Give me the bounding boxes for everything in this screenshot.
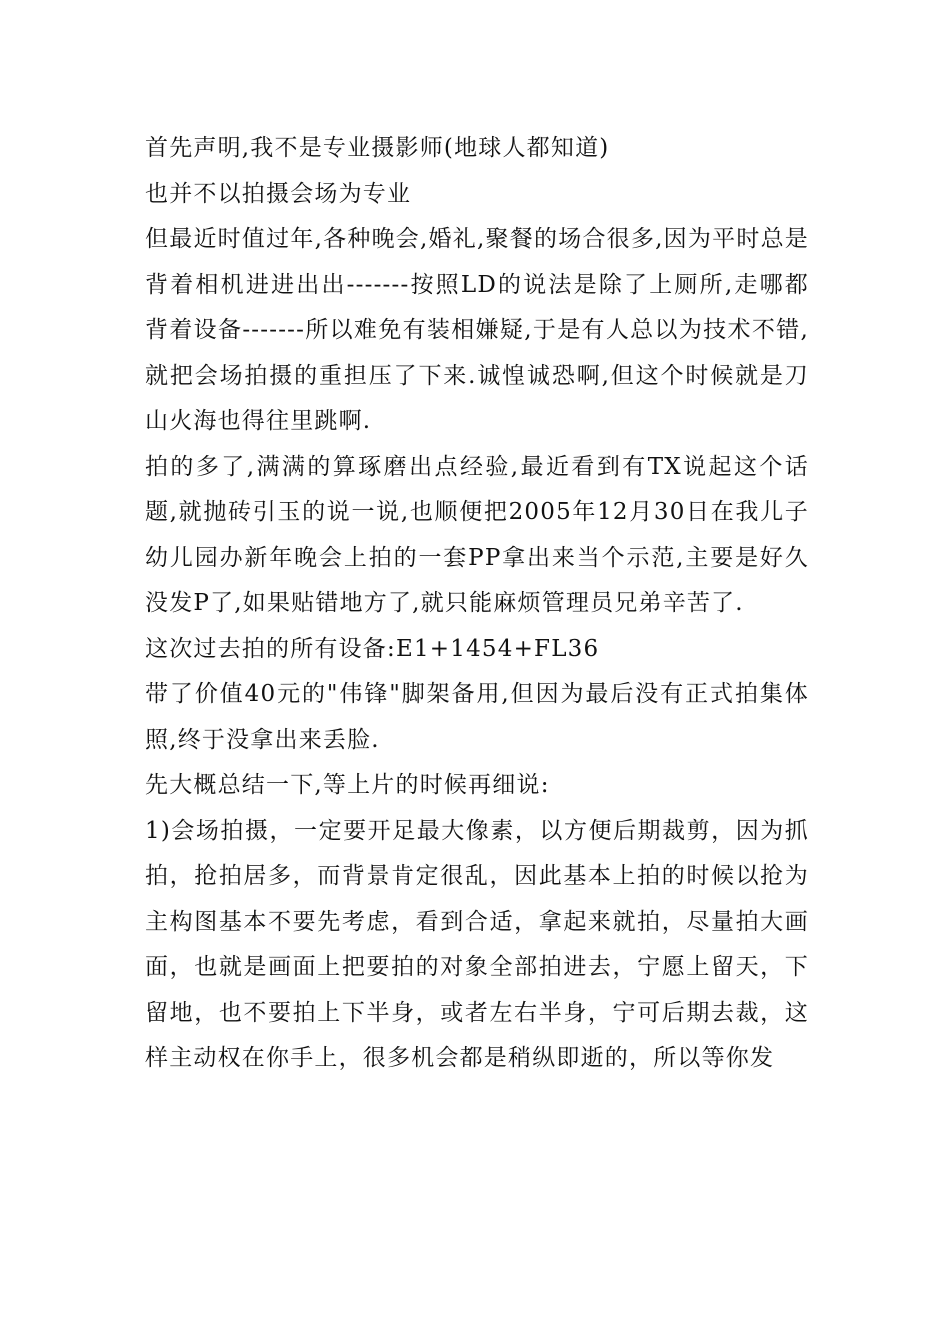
paragraph-not-specialist: 也并不以拍摄会场为专业	[145, 180, 412, 207]
paragraph-tip-1: 1)会场拍摄，一定要开足最大像素，以方便后期裁剪，因为抓拍，抢拍居多，而背景肯定很乱，因此基本上拍的时候以抢为主构图基本不要先考虑，看到合适，拿起来就拍，尽量拍大画面，也就是画面上把要拍的对象全部拍进去，宁愿上留天，下留地，也不要拍上下半身，或者左右半身，宁可后期去裁，这样主动权在你手上，很多机会都是稍纵即逝的，所以等你发	[145, 817, 809, 1071]
paragraph-experience: 拍的多了,满满的算琢磨出点经验,最近看到有TX说起这个话题,就抛砖引玉的说一说,也顺便把2005年12月30日在我儿子幼儿园办新年晚会上拍的一套PP拿出来当个示范,主要是好久没发P了,如果贴错地方了,就只能麻烦管理员兄弟辛苦了.	[145, 453, 809, 616]
paragraph-equipment: 这次过去拍的所有设备:E1+1454+FL36	[145, 635, 600, 662]
document-body	[145, 126, 809, 1082]
paragraph-disclaimer: 首先声明,我不是专业摄影师(地球人都知道)	[145, 135, 610, 161]
paragraph-summary-intro: 先大概总结一下,等上片的时候再细说:	[145, 772, 550, 798]
paragraph-tripod: 带了价值40元的"伟锋"脚架备用,但因为最后没有正式拍集体照,终于没拿出来丢脸.	[145, 681, 809, 753]
paragraph-new-year-events: 但最近时值过年,各种晚会,婚礼,聚餐的场合很多,因为平时总是背着相机进进出出-------按照LD的说法是除了上厕所,走哪都背着设备-------所以难免有装相嫌疑,于是有人总以为技术不错,就把会场拍摄的重担压了下来.诚惶诚恐啊,但这个时候就是刀山火海也得往里跳啊.	[145, 226, 809, 434]
